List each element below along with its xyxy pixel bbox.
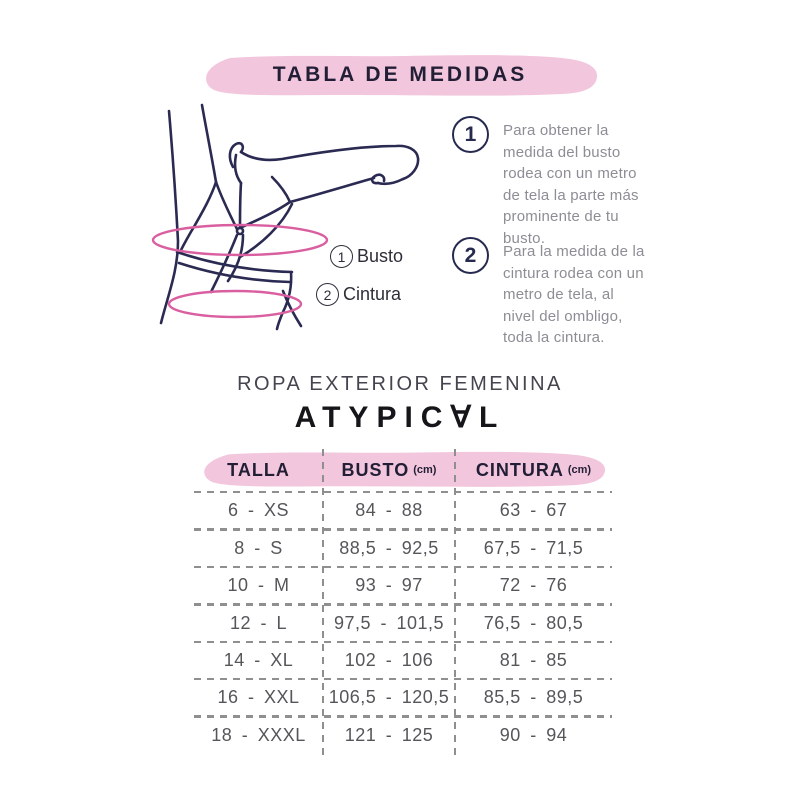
instruction-2 — [452, 237, 652, 349]
cell-busto: 88,5 - 92,5 — [339, 537, 439, 558]
cell-cintura: 81 - 85 — [499, 649, 568, 670]
column-divider — [454, 449, 456, 759]
waist-number-badge: 2 — [316, 283, 339, 306]
cell-cintura: 72 - 76 — [499, 575, 568, 596]
table-row — [194, 680, 612, 715]
table-row — [194, 718, 612, 753]
instruction-1-number-badge: 1 — [452, 116, 489, 153]
cell-talla: 18 - XXXL — [211, 724, 306, 745]
waist-label-text: Cintura — [343, 284, 402, 304]
size-table — [194, 449, 612, 753]
cell-busto: 102 - 106 — [344, 649, 434, 670]
bust-label — [330, 245, 403, 268]
cell-busto: 97,5 - 101,5 — [333, 612, 445, 633]
cell-talla: 16 - XXL — [217, 687, 300, 708]
header-busto-label: BUSTO — [341, 459, 410, 480]
cell-cintura: 76,5 - 80,5 — [483, 612, 584, 633]
cell-talla: 10 - M — [227, 575, 290, 596]
cell-busto: 84 - 88 — [355, 500, 423, 521]
cell-busto: 93 - 97 — [355, 575, 423, 596]
table-row — [194, 643, 612, 678]
instruction-2-text: Para la medida de la cintura rodea con un metro de tela, al nivel del ombligo, toda la cintura. — [503, 243, 645, 346]
cell-busto: 121 - 125 — [344, 724, 434, 745]
table-row — [194, 568, 612, 603]
cell-cintura: 67,5 - 71,5 — [483, 537, 584, 558]
table-row — [194, 493, 612, 528]
title-banner — [200, 53, 600, 97]
column-divider — [322, 449, 324, 759]
waist-measure-ellipse — [169, 291, 301, 317]
header-cintura — [455, 449, 612, 491]
instruction-2-number-badge: 2 — [452, 237, 489, 274]
header-busto — [323, 449, 455, 491]
table-row — [194, 606, 612, 641]
bust-number-badge: 1 — [330, 245, 353, 268]
header-cintura-label: CINTURA — [475, 459, 564, 480]
brand-logo: ATYPIC∀L — [294, 401, 506, 434]
cell-talla: 6 - XS — [227, 500, 290, 521]
page-title: TABLA DE MEDIDAS — [272, 63, 528, 86]
torso-illustration — [140, 103, 440, 343]
instruction-1-text: Para obtener la medida del busto rodea con un metro de tela la parte más prominente de tu busto. — [503, 122, 639, 247]
cell-talla: 8 - S — [234, 537, 283, 558]
instruction-1 — [452, 116, 652, 249]
header-talla-label: TALLA — [227, 459, 290, 480]
header-talla — [194, 449, 323, 491]
cell-talla: 14 - XL — [223, 649, 294, 670]
cell-talla: 12 - L — [229, 612, 288, 633]
header-cintura-unit: (cm) — [567, 464, 592, 476]
waist-label — [316, 283, 401, 306]
table-header-row — [194, 449, 612, 491]
cell-cintura: 85,5 - 89,5 — [483, 687, 584, 708]
cell-cintura: 90 - 94 — [499, 724, 568, 745]
cell-busto: 106,5 - 120,5 — [328, 687, 450, 708]
table-row — [194, 531, 612, 566]
cell-cintura: 63 - 67 — [499, 500, 568, 521]
header-busto-unit: (cm) — [413, 464, 437, 476]
bust-label-text: Busto — [357, 246, 404, 266]
brand-category: ROPA EXTERIOR FEMENINA — [237, 373, 563, 395]
